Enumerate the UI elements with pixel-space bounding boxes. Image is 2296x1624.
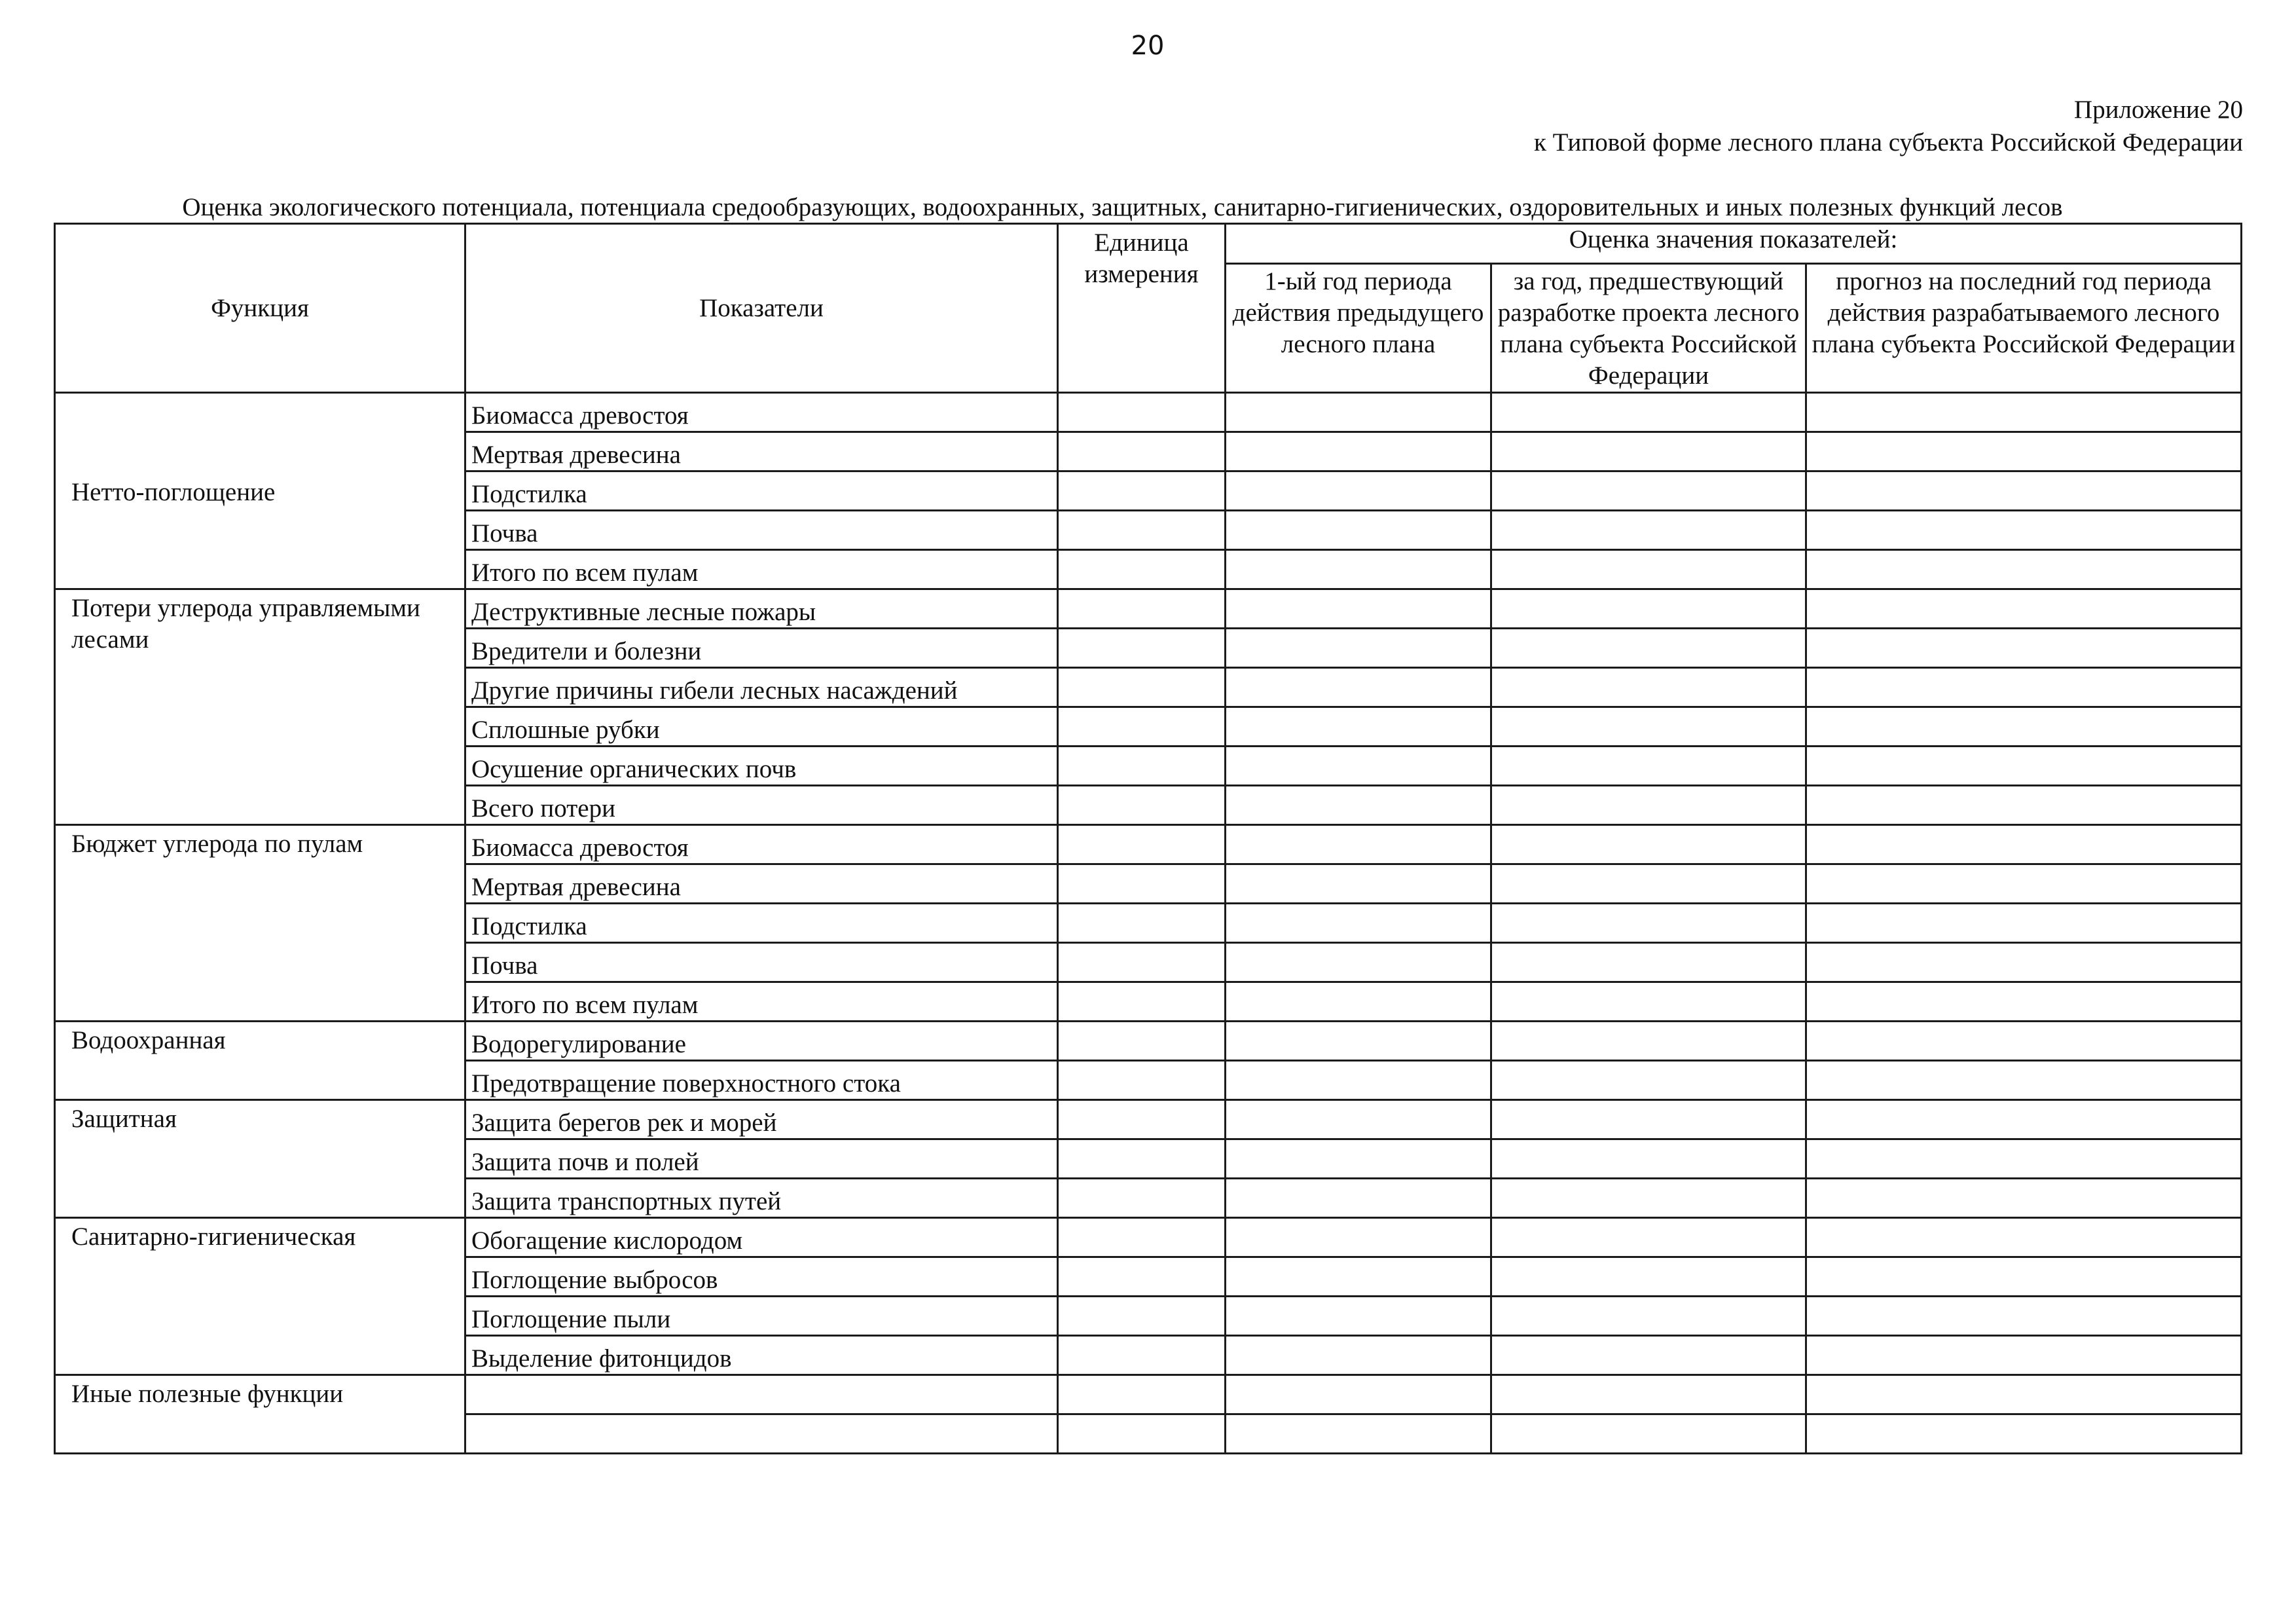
table-row [55,1100,2242,1139]
table-body [55,393,2242,1454]
first-year-value-cell [1226,1218,1491,1257]
first-year-value-cell [1226,786,1491,825]
function-cell: Защитная [55,1100,465,1218]
unit-cell [1058,589,1226,629]
indicator-cell: Защита берегов рек и морей [465,1100,1058,1139]
forecast-value-cell [1806,825,2242,864]
indicator-cell: Почва [465,943,1058,982]
function-cell: Водоохранная [55,1022,465,1100]
first-year-value-cell [1226,825,1491,864]
table-row [55,393,2242,432]
first-year-value-cell [1226,1257,1491,1297]
first-year-value-cell [1226,1100,1491,1139]
unit-cell [1058,1100,1226,1139]
appendix-header [1534,94,2243,159]
first-year-value-cell [1226,982,1491,1022]
forecast-value-cell [1806,1375,2242,1414]
previous-year-value-cell [1491,707,1806,747]
previous-year-value-cell [1491,668,1806,707]
forecast-value-cell [1806,943,2242,982]
previous-year-value-cell [1491,1257,1806,1297]
unit-cell [1058,511,1226,550]
table-row [55,1218,2242,1257]
forecast-value-cell [1806,786,2242,825]
previous-year-value-cell [1491,432,1806,471]
previous-year-value-cell [1491,1375,1806,1414]
first-year-value-cell [1226,589,1491,629]
indicator-cell: Водорегулирование [465,1022,1058,1061]
unit-cell [1058,432,1226,471]
header-forecast: прогноз на последний год периода действия разрабатываемого лесного плана субъекта Российской Федерации [1806,264,2242,393]
header-values-group: Оценка значения показателей: [1226,224,2242,264]
header-first-year: 1-ый год периода действия предыдущего лесного плана [1226,264,1491,393]
unit-cell [1058,1022,1226,1061]
previous-year-value-cell [1491,786,1806,825]
unit-cell [1058,1257,1226,1297]
first-year-value-cell [1226,943,1491,982]
forecast-value-cell [1806,1061,2242,1100]
forecast-value-cell [1806,982,2242,1022]
forecast-value-cell [1806,904,2242,943]
previous-year-value-cell [1491,393,1806,432]
first-year-value-cell [1226,1139,1491,1179]
unit-cell [1058,1414,1226,1454]
forecast-value-cell [1806,1179,2242,1218]
first-year-value-cell [1226,629,1491,668]
function-cell: Бюджет углерода по пулам [55,825,465,1022]
table-row [55,825,2242,864]
forecast-value-cell [1806,747,2242,786]
first-year-value-cell [1226,747,1491,786]
indicator-cell: Деструктивные лесные пожары [465,589,1058,629]
indicator-cell: Другие причины гибели лесных насаждений [465,668,1058,707]
forecast-value-cell [1806,707,2242,747]
unit-cell [1058,904,1226,943]
previous-year-value-cell [1491,747,1806,786]
previous-year-value-cell [1491,825,1806,864]
forecast-value-cell [1806,393,2242,432]
first-year-value-cell [1226,864,1491,904]
unit-cell [1058,1297,1226,1336]
forecast-value-cell [1806,1297,2242,1336]
indicator-cell: Мертвая древесина [465,432,1058,471]
indicator-cell: Предотвращение поверхностного стока [465,1061,1058,1100]
first-year-value-cell [1226,1061,1491,1100]
first-year-value-cell [1226,1414,1491,1454]
indicator-cell: Вредители и болезни [465,629,1058,668]
forecast-value-cell [1806,629,2242,668]
indicator-cell [465,1414,1058,1454]
unit-cell [1058,471,1226,511]
first-year-value-cell [1226,550,1491,589]
forecast-value-cell [1806,668,2242,707]
previous-year-value-cell [1491,1414,1806,1454]
header-function: Функция [55,224,465,393]
forecast-value-cell [1806,550,2242,589]
indicator-cell: Поглощение пыли [465,1297,1058,1336]
first-year-value-cell [1226,904,1491,943]
previous-year-value-cell [1491,1179,1806,1218]
header-unit: Единица измерения [1058,224,1226,393]
unit-cell [1058,629,1226,668]
indicator-cell: Мертвая древесина [465,864,1058,904]
indicator-cell: Подстилка [465,471,1058,511]
first-year-value-cell [1226,471,1491,511]
unit-cell [1058,864,1226,904]
previous-year-value-cell [1491,1297,1806,1336]
indicator-cell: Итого по всем пулам [465,982,1058,1022]
forecast-value-cell [1806,1414,2242,1454]
function-cell: Потери углерода управляемыми лесами [55,589,465,825]
forecast-value-cell [1806,1257,2242,1297]
previous-year-value-cell [1491,982,1806,1022]
table-row [55,1022,2242,1061]
unit-cell [1058,943,1226,982]
forecast-value-cell [1806,471,2242,511]
function-cell: Санитарно-гигиеническая [55,1218,465,1375]
unit-cell [1058,393,1226,432]
unit-cell [1058,707,1226,747]
first-year-value-cell [1226,1297,1491,1336]
previous-year-value-cell [1491,1336,1806,1375]
previous-year-value-cell [1491,1218,1806,1257]
unit-cell [1058,786,1226,825]
forecast-value-cell [1806,1336,2242,1375]
indicator-cell: Осушение органических почв [465,747,1058,786]
indicator-cell: Почва [465,511,1058,550]
forecast-value-cell [1806,511,2242,550]
forecast-value-cell [1806,1139,2242,1179]
first-year-value-cell [1226,1179,1491,1218]
indicator-cell: Выделение фитонцидов [465,1336,1058,1375]
unit-cell [1058,1336,1226,1375]
indicator-cell: Поглощение выбросов [465,1257,1058,1297]
forecast-value-cell [1806,432,2242,471]
appendix-line-2: к Типовой форме лесного плана субъекта Российской Федерации [1533,128,2243,157]
previous-year-value-cell [1491,1100,1806,1139]
unit-cell [1058,1061,1226,1100]
unit-cell [1058,668,1226,707]
header-previous-year: за год, предшествующий разработке проекта лесного плана субъекта Российской Федерации [1491,264,1806,393]
indicator-cell [465,1375,1058,1414]
forecast-value-cell [1806,589,2242,629]
appendix-line-1: Приложение 20 [2073,96,2243,124]
indicator-cell: Итого по всем пулам [465,550,1058,589]
indicator-cell: Всего потери [465,786,1058,825]
unit-cell [1058,1179,1226,1218]
page-number: 20 [1131,31,1165,61]
header-indicators: Показатели [465,224,1058,393]
first-year-value-cell [1226,393,1491,432]
indicator-cell: Защита транспортных путей [465,1179,1058,1218]
previous-year-value-cell [1491,550,1806,589]
previous-year-value-cell [1491,864,1806,904]
first-year-value-cell [1226,1336,1491,1375]
indicator-cell: Защита почв и полей [465,1139,1058,1179]
unit-cell [1058,550,1226,589]
indicator-cell: Биомасса древостоя [465,393,1058,432]
indicator-cell: Обогащение кислородом [465,1218,1058,1257]
previous-year-value-cell [1491,904,1806,943]
forecast-value-cell [1806,1022,2242,1061]
first-year-value-cell [1226,668,1491,707]
function-cell: Нетто-поглощение [55,393,465,589]
first-year-value-cell [1226,1375,1491,1414]
document-title: Оценка экологического потенциала, потенциала средообразующих, водоохранных, защитных, санитарно-гигиенических, оздоровительных и иных полезных функций лесов [182,193,2063,221]
first-year-value-cell [1226,511,1491,550]
first-year-value-cell [1226,432,1491,471]
indicator-cell: Биомасса древостоя [465,825,1058,864]
unit-cell [1058,825,1226,864]
previous-year-value-cell [1491,1061,1806,1100]
previous-year-value-cell [1491,1022,1806,1061]
forecast-value-cell [1806,1100,2242,1139]
unit-cell [1058,1139,1226,1179]
indicator-cell: Сплошные рубки [465,707,1058,747]
previous-year-value-cell [1491,511,1806,550]
unit-cell [1058,982,1226,1022]
previous-year-value-cell [1491,471,1806,511]
previous-year-value-cell [1491,943,1806,982]
unit-cell [1058,1375,1226,1414]
unit-cell [1058,1218,1226,1257]
unit-cell [1058,747,1226,786]
previous-year-value-cell [1491,1139,1806,1179]
previous-year-value-cell [1491,589,1806,629]
table-row [55,1375,2242,1414]
forecast-value-cell [1806,1218,2242,1257]
table-row [55,589,2242,629]
first-year-value-cell [1226,707,1491,747]
indicator-cell: Подстилка [465,904,1058,943]
first-year-value-cell [1226,1022,1491,1061]
evaluation-table [54,223,2242,1454]
function-cell: Иные полезные функции [55,1375,465,1454]
forecast-value-cell [1806,864,2242,904]
previous-year-value-cell [1491,629,1806,668]
